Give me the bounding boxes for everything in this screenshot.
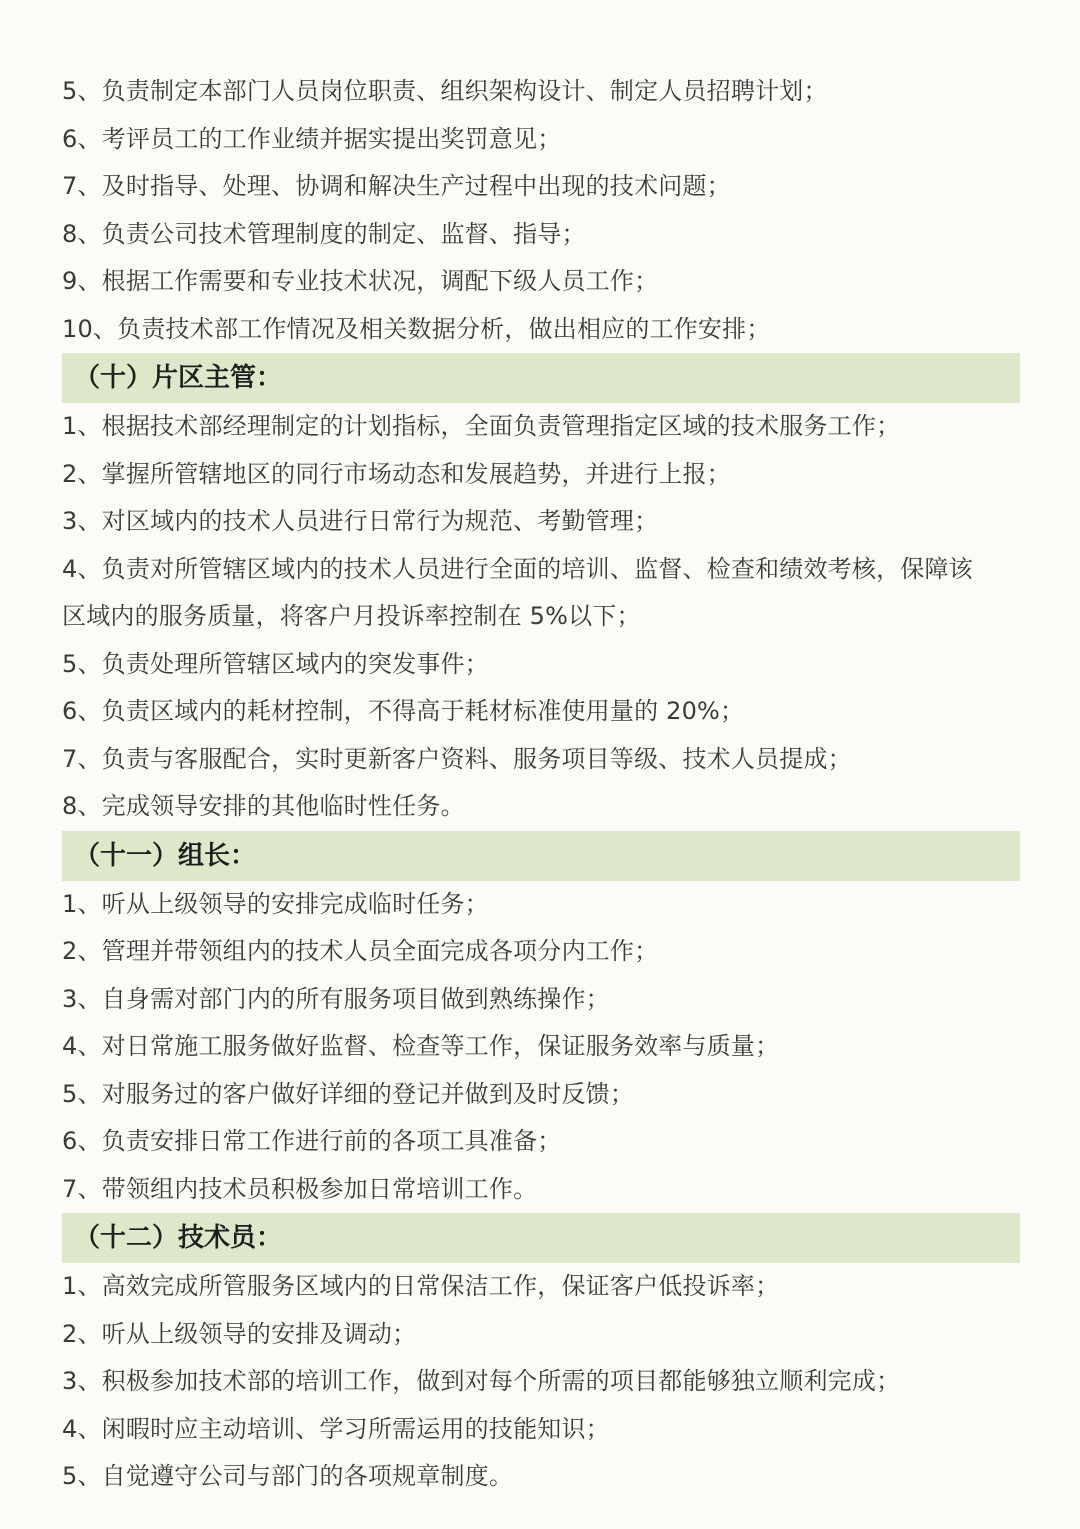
list-item: 7、及时指导、处理、协调和解决生产过程中出现的技术问题； (62, 172, 731, 200)
list-item: 5、负责处理所管辖区域内的突发事件； (62, 649, 489, 678)
list-item: 6、负责安排日常工作进行前的各项工具准备； (62, 1127, 562, 1155)
list-item: 1、根据技术部经理制定的计划指标，全面负责管理指定区域的技术服务工作； (62, 412, 901, 440)
list-item: 8、完成领导安排的其他临时性任务。 (62, 792, 465, 820)
list-item: 区域内的服务质量，将客户月投诉率控制在 5%以下； (62, 602, 641, 630)
list-item: 2、管理并带领组内的技术人员全面完成各项分内工作； (62, 937, 659, 965)
list-item: 7、负责与客服配合，实时更新客户资料、服务项目等级、技术人员提成； (62, 744, 852, 773)
section-heading: （十一）组长： (62, 831, 1020, 881)
list-item: 5、自觉遵守公司与部门的各项规章制度。 (62, 1462, 514, 1490)
list-item: 1、高效完成所管服务区域内的日常保洁工作，保证客户低投诉率； (62, 1272, 780, 1300)
list-item: 8、负责公司技术管理制度的制定、监督、指导； (62, 219, 586, 248)
list-item: 6、负责区域内的耗材控制，不得高于耗材标准使用量的 20%； (62, 697, 745, 725)
list-item: 2、掌握所管辖地区的同行市场动态和发展趋势，并进行上报； (62, 459, 731, 488)
list-item: 2、听从上级领导的安排及调动； (62, 1319, 417, 1348)
section-0 (0, 68, 1080, 353)
section-2 (0, 831, 1080, 1214)
section-heading: （十）片区主管： (62, 353, 1020, 403)
section-3 (0, 1213, 1080, 1501)
list-item: 5、对服务过的客户做好详细的登记并做到及时反馈； (62, 1079, 635, 1108)
section-heading: （十二）技术员： (62, 1213, 1020, 1263)
list-item: 5、负责制定本部门人员岗位职责、组织架构设计、制定人员招聘计划； (62, 77, 828, 105)
list-item: 4、闲暇时应主动培训、学习所需运用的技能知识； (62, 1414, 610, 1443)
list-item: 4、对日常施工服务做好监督、检查等工作，保证服务效率与质量； (62, 1032, 780, 1060)
list-item: 4、负责对所管辖区域内的技术人员进行全面的培训、监督、检查和绩效考核，保障该 (62, 554, 973, 583)
document-body (0, 68, 1080, 1501)
list-item: 3、对区域内的技术人员进行日常行为规范、考勤管理； (62, 507, 659, 535)
section-1 (0, 353, 1080, 831)
list-item: 3、自身需对部门内的所有服务项目做到熟练操作； (62, 984, 610, 1013)
list-item: 6、考评员工的工作业绩并据实提出奖罚意见； (62, 124, 562, 153)
list-item: 7、带领组内技术员积极参加日常培训工作。 (62, 1174, 538, 1203)
list-item: 3、积极参加技术部的培训工作，做到对每个所需的项目都能够独立顺利完成； (62, 1367, 901, 1395)
list-item: 10、负责技术部工作情况及相关数据分析，做出相应的工作安排； (62, 314, 771, 343)
list-item: 1、听从上级领导的安排完成临时任务； (62, 889, 489, 918)
list-item: 9、根据工作需要和专业技术状况，调配下级人员工作； (62, 267, 659, 295)
